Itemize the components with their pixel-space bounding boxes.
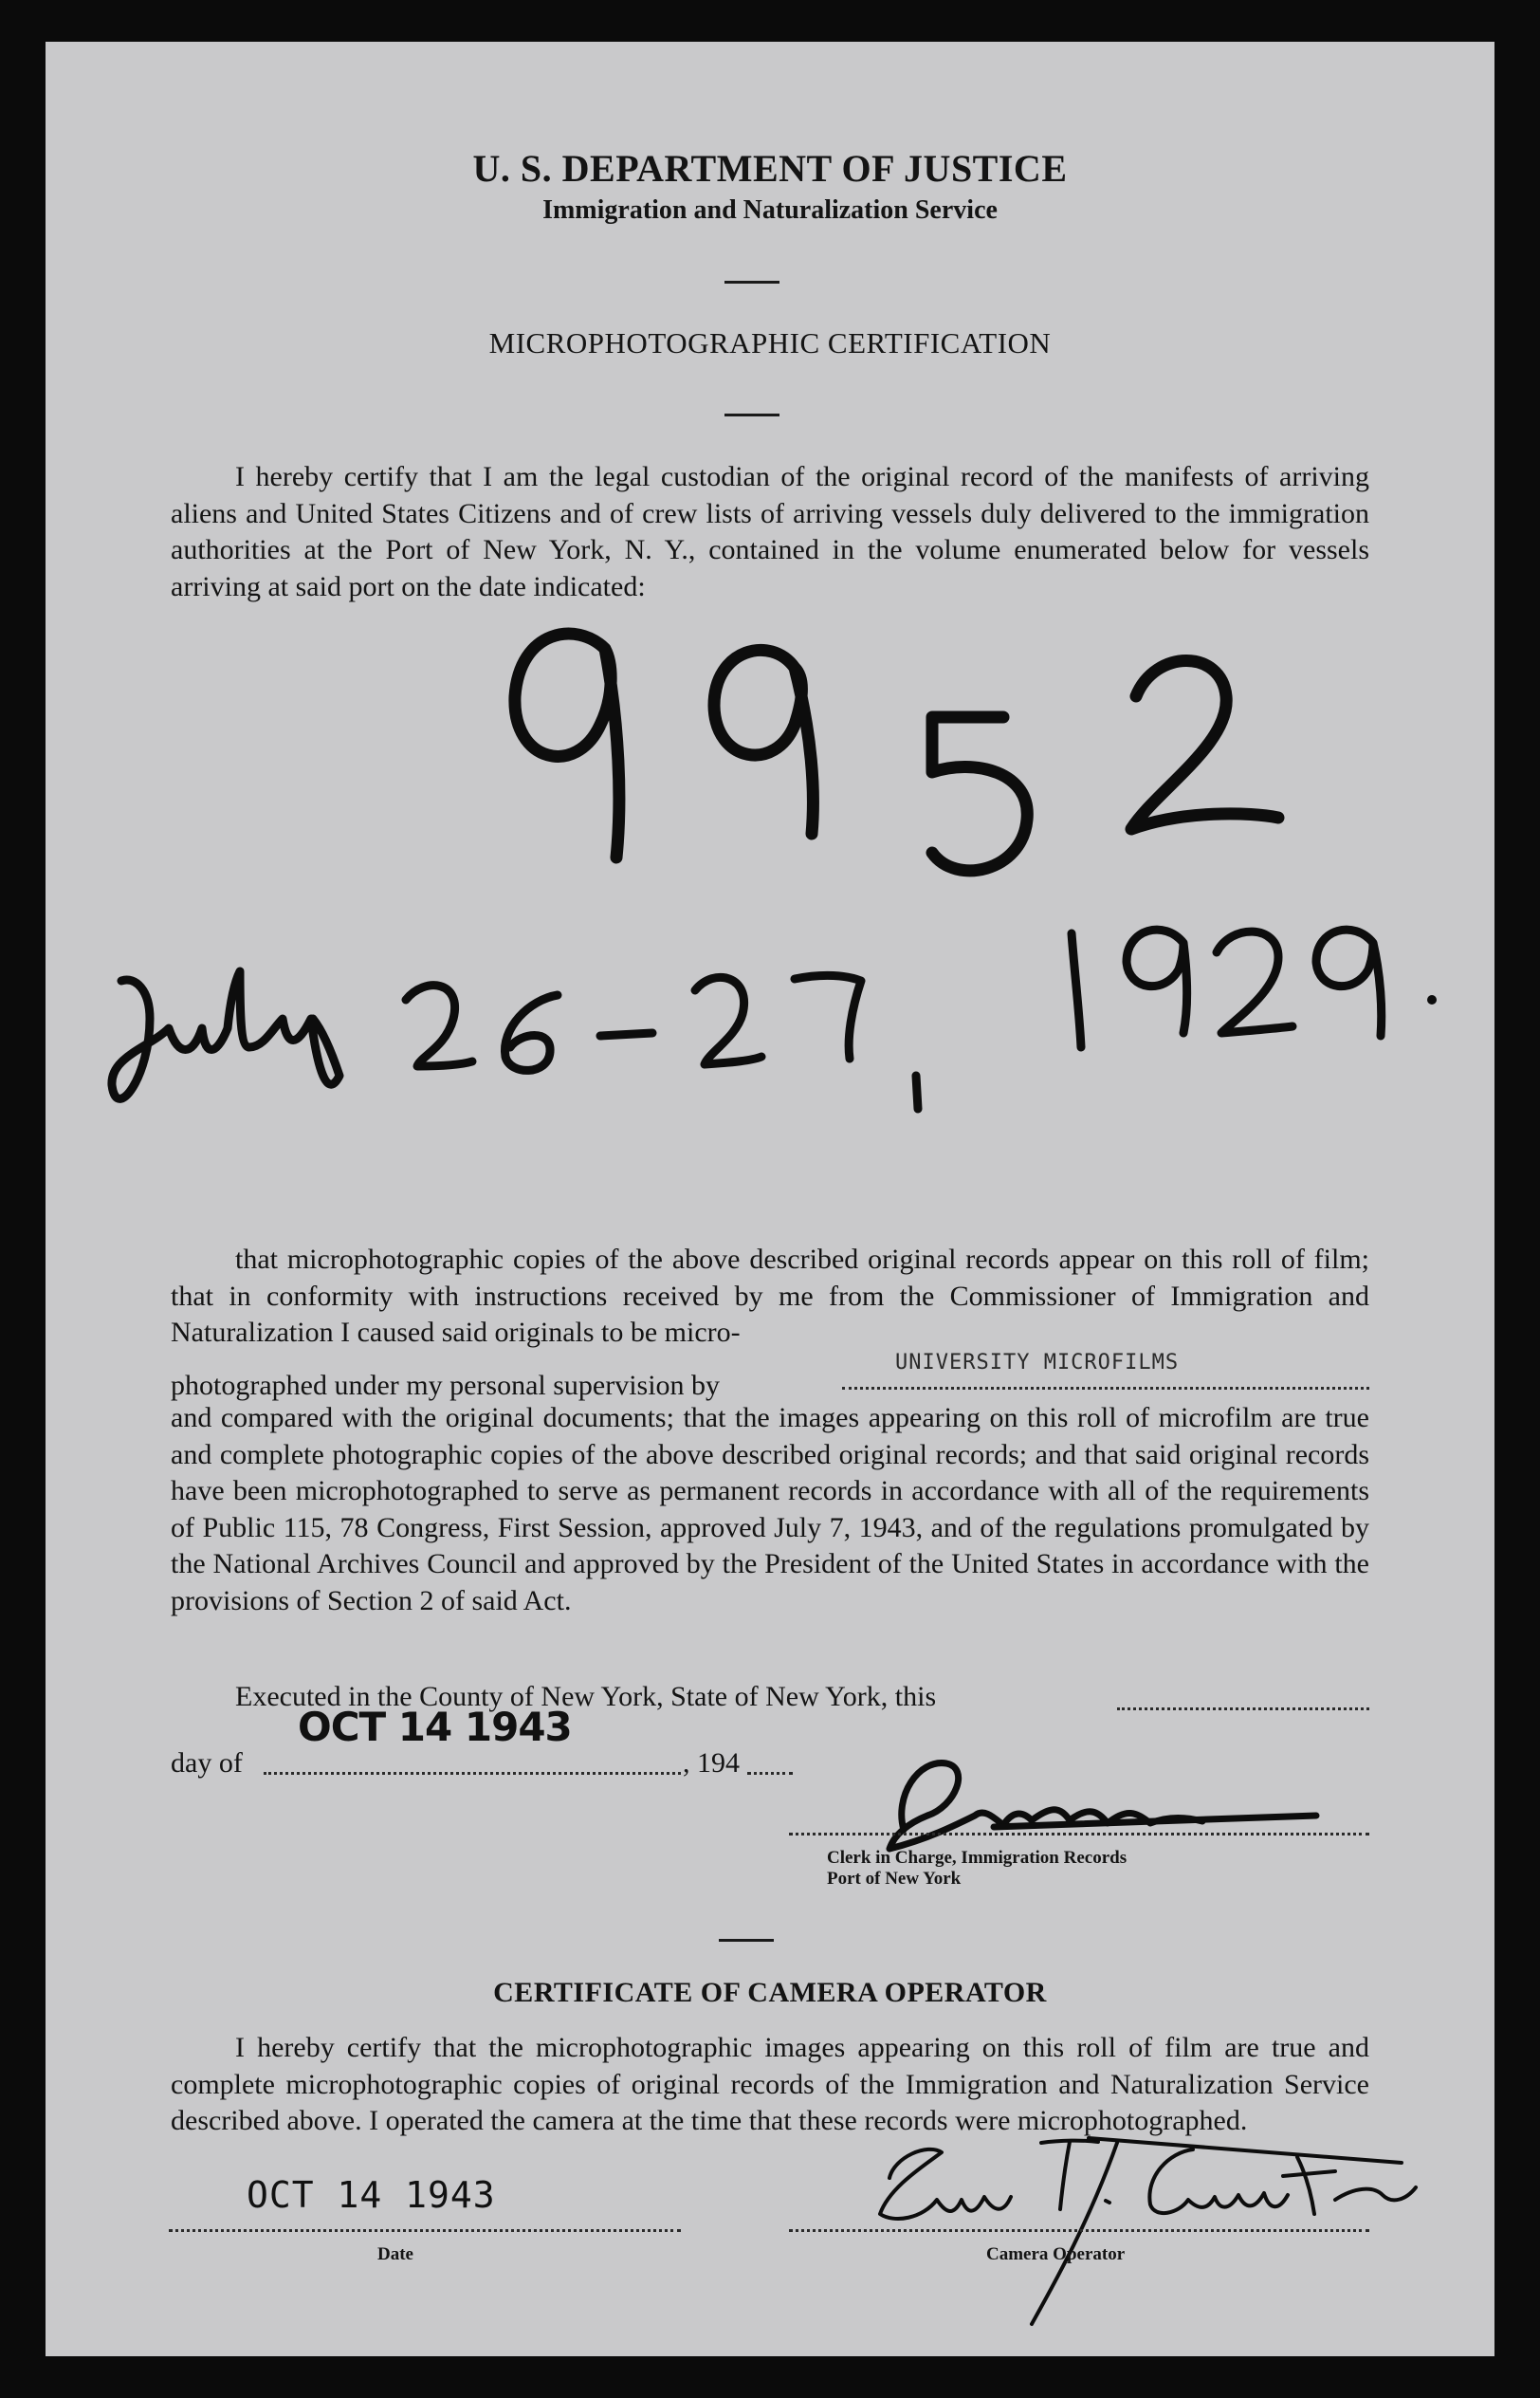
body-paragraph-2: and compared with the original documents; that the images appearing on this roll of microfilm are true and complete photographic copies of the above described original records; and that said original records have been microphotographed to serve as permanent records in accordance with all of the requirements of Public 115, 78 Congress, First Session, approved July 7, 1943, and of the regulations promulgated by the National Archives Council and approved by the President of the United States in accordance with the provisions of Section 2 of said Act. bbox=[171, 1402, 1369, 1616]
camera-date-stamp: OCT 14 1943 bbox=[247, 2174, 496, 2216]
camera-operator-title: CERTIFICATE OF CAMERA OPERATOR bbox=[493, 1977, 1047, 2008]
day-of-label: day of bbox=[171, 1747, 243, 1779]
year-prefix: , 194 bbox=[683, 1747, 740, 1779]
camera-date-label: Date bbox=[377, 2244, 413, 2264]
service-subheading: Immigration and Naturalization Service bbox=[542, 195, 998, 225]
body-paragraph-1: that microphotographic copies of the above described original records appear on this roll of film; that in conformity with instructions received by me from the Commissioner of Immigration and Naturalization I caused said originals to be micro- bbox=[171, 1244, 1369, 1348]
executed-line: Executed in the County of New York, State of New York, this bbox=[235, 1681, 937, 1712]
form-title: MICROPHOTOGRAPHIC CERTIFICATION bbox=[488, 326, 1052, 360]
camera-operator-label: Camera Operator bbox=[986, 2244, 1126, 2264]
supervisor-typed-name: UNIVERSITY MICROFILMS bbox=[895, 1351, 1180, 1374]
camera-operator-dotted-line bbox=[789, 2229, 1369, 2232]
intro-paragraph: I hereby certify that I am the legal custodian of the original record of the manifests of arriving aliens and United States Citizens and of crew lists of arriving vessels duly delivered to the immigration authorities at the Port of New York, N. Y., contained in the volume enumerated below for vessels arriving at said port on the date indicated: bbox=[171, 461, 1369, 602]
department-heading: U. S. DEPARTMENT OF JUSTICE bbox=[472, 147, 1068, 190]
camera-operator-signature bbox=[46, 42, 1494, 2356]
clerk-title-line-2: Port of New York bbox=[827, 1869, 962, 1889]
day-of-date-stamp: OCT 14 1943 bbox=[298, 1704, 572, 1750]
certification-document bbox=[46, 42, 1494, 2356]
clerk-title-line-1: Clerk in Charge, Immigration Records bbox=[827, 1848, 1128, 1868]
camera-operator-paragraph: I hereby certify that the microphotographic images appearing on this roll of film are true and complete microphotographic copies of original records of the Immigration and Naturalization Service described above. I operated the camera at the time that these records were microphotographed. bbox=[171, 2032, 1369, 2136]
supervision-prefix: photographed under my personal supervision by bbox=[171, 1370, 721, 1401]
